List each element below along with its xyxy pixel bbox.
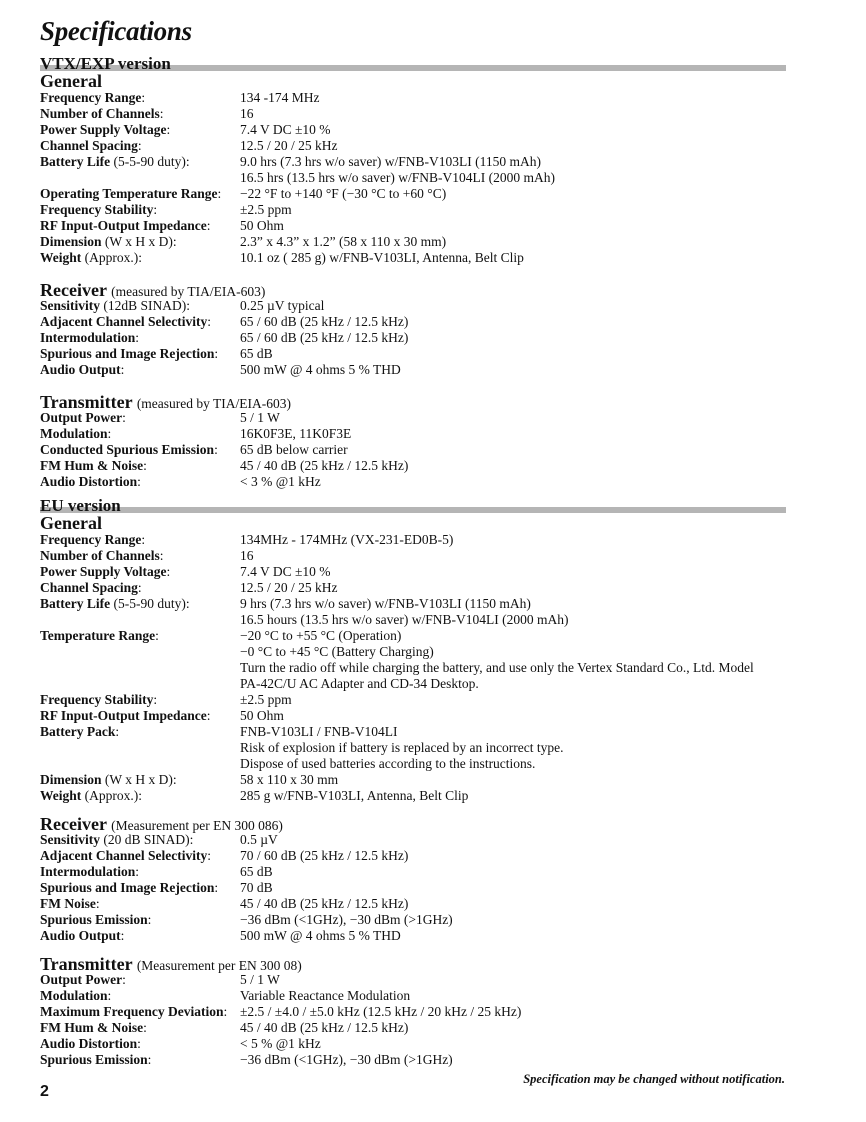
spec-label: Number of Channels: [40, 106, 164, 121]
spec-label: Output Power: [40, 410, 126, 425]
spec-label: Audio Output: [40, 362, 125, 377]
spec-label: Number of Channels: [40, 548, 164, 563]
spec-row [40, 426, 800, 442]
spec-label: Frequency Stability: [40, 692, 158, 707]
spec-row [40, 772, 800, 788]
spec-value: Risk of explosion if battery is replaced by an incorrect type. [240, 740, 564, 755]
spec-value: 70 / 60 dB (25 kHz / 12.5 kHz) [240, 848, 409, 863]
spec-label: Output Power: [40, 972, 126, 987]
spec-row [40, 548, 800, 564]
spec-value: 65 dB below carrier [240, 442, 348, 457]
spec-value: 58 x 110 x 30 mm [240, 772, 339, 787]
spec-row [40, 474, 800, 490]
spec-value: 500 mW @ 4 ohms 5 % THD [240, 928, 401, 943]
spec-value: 16 [240, 106, 254, 121]
spec-value: PA-42C/U AC Adapter and CD-34 Desktop. [240, 676, 479, 691]
spec-row [40, 186, 800, 202]
spec-label: Battery Life (5-5-90 duty): [40, 154, 190, 169]
spec-label: Audio Output: [40, 928, 125, 943]
spec-value: 9.0 hrs (7.3 hrs w/o saver) w/FNB-V103LI (1150 mAh) [240, 154, 541, 169]
spec-row [40, 708, 800, 724]
spec-row [40, 628, 800, 644]
spec-label: Adjacent Channel Selectivity: [40, 848, 211, 863]
spec-label: Adjacent Channel Selectivity: [40, 314, 211, 329]
spec-value: Variable Reactance Modulation [240, 988, 411, 1003]
spec-value: 16 [240, 548, 254, 563]
spec-value: −22 °F to +140 °F (−30 °C to +60 °C) [240, 186, 447, 201]
spec-label: Operating Temperature Range: [40, 186, 222, 201]
spec-value: 5 / 1 W [240, 972, 280, 987]
section-heading-transmitter: Transmitter (Measurement per EN 300 08) [40, 954, 302, 974]
spec-value: 285 g w/FNB-V103LI, Antenna, Belt Clip [240, 788, 469, 803]
spec-row [40, 170, 800, 186]
spec-label: Spurious and Image Rejection: [40, 880, 219, 895]
spec-row [40, 330, 800, 346]
section-heading-general: General [40, 513, 102, 533]
spec-row [40, 880, 800, 896]
spec-row [40, 122, 800, 138]
spec-row [40, 912, 800, 928]
spec-row [40, 1052, 800, 1068]
spec-value: 50 Ohm [240, 218, 284, 233]
spec-row [40, 832, 800, 848]
spec-value: 16K0F3E, 11K0F3E [240, 426, 352, 441]
spec-label: Channel Spacing: [40, 138, 142, 153]
section-heading-receiver: Receiver (measured by TIA/EIA-603) [40, 280, 266, 300]
spec-row [40, 1004, 800, 1020]
section-heading-receiver: Receiver (Measurement per EN 300 086) [40, 814, 283, 834]
spec-row [40, 202, 800, 218]
spec-label: Dimension (W x H x D): [40, 234, 177, 249]
spec-row [40, 1036, 800, 1052]
spec-label: RF Input-Output Impedance: [40, 218, 211, 233]
spec-row [40, 896, 800, 912]
spec-value: 10.1 oz ( 285 g) w/FNB-V103LI, Antenna, Belt Clip [240, 250, 524, 265]
spec-row [40, 596, 800, 612]
spec-value: 134MHz - 174MHz (VX-231-ED0B-5) [240, 532, 454, 547]
spec-label: Frequency Stability: [40, 202, 158, 217]
spec-label: Spurious and Image Rejection: [40, 346, 219, 361]
spec-value: 65 dB [240, 346, 273, 361]
section-heading-general: General [40, 71, 102, 91]
version-label: EU version [40, 496, 121, 515]
spec-row [40, 346, 800, 362]
spec-row [40, 740, 800, 756]
spec-label: Dimension (W x H x D): [40, 772, 177, 787]
spec-row [40, 848, 800, 864]
spec-label: Audio Distortion: [40, 474, 141, 489]
spec-row [40, 612, 800, 628]
spec-label: Spurious Emission: [40, 912, 152, 927]
spec-value: < 3 % @1 kHz [240, 474, 321, 489]
spec-label: Power Supply Voltage: [40, 564, 171, 579]
spec-label: Modulation: [40, 988, 112, 1003]
spec-row [40, 106, 800, 122]
page-title: Specifications [40, 16, 192, 46]
spec-row [40, 564, 800, 580]
spec-row [40, 532, 800, 548]
spec-label: Battery Life (5-5-90 duty): [40, 596, 190, 611]
spec-row [40, 314, 800, 330]
spec-value: −20 °C to +55 °C (Operation) [240, 628, 402, 643]
spec-row [40, 928, 800, 944]
spec-value: 5 / 1 W [240, 410, 280, 425]
spec-value: 70 dB [240, 880, 273, 895]
spec-label: Power Supply Voltage: [40, 122, 171, 137]
spec-value: 0.5 µV [240, 832, 278, 847]
spec-row [40, 410, 800, 426]
spec-row [40, 692, 800, 708]
spec-value: 45 / 40 dB (25 kHz / 12.5 kHz) [240, 1020, 409, 1035]
spec-row [40, 154, 800, 170]
spec-row [40, 756, 800, 772]
spec-value: 50 Ohm [240, 708, 284, 723]
spec-label: Sensitivity (20 dB SINAD): [40, 832, 194, 847]
spec-label: Maximum Frequency Deviation: [40, 1004, 228, 1019]
spec-value: 9 hrs (7.3 hrs w/o saver) w/FNB-V103LI (1150 mAh) [240, 596, 531, 611]
spec-label: Weight (Approx.): [40, 250, 143, 265]
spec-row [40, 864, 800, 880]
spec-row [40, 458, 800, 474]
spec-label: Conducted Spurious Emission: [40, 442, 218, 457]
spec-label: RF Input-Output Impedance: [40, 708, 211, 723]
spec-label: Audio Distortion: [40, 1036, 141, 1051]
spec-label: FM Hum & Noise: [40, 1020, 147, 1035]
spec-value: 16.5 hours (13.5 hrs w/o saver) w/FNB-V104LI (2000 mAh) [240, 612, 569, 627]
spec-value: 45 / 40 dB (25 kHz / 12.5 kHz) [240, 896, 409, 911]
spec-value: 500 mW @ 4 ohms 5 % THD [240, 362, 401, 377]
spec-value: 7.4 V DC ±10 % [240, 122, 331, 137]
spec-label: Frequency Range: [40, 90, 146, 105]
spec-row [40, 644, 800, 660]
spec-label: Temperature Range: [40, 628, 159, 643]
spec-value: 12.5 / 20 / 25 kHz [240, 580, 338, 595]
spec-value: 134 -174 MHz [240, 90, 320, 105]
spec-label: Channel Spacing: [40, 580, 142, 595]
version-header-vtx [40, 54, 786, 74]
spec-row [40, 972, 800, 988]
spec-value: 65 / 60 dB (25 kHz / 12.5 kHz) [240, 330, 409, 345]
spec-value: 7.4 V DC ±10 % [240, 564, 331, 579]
spec-label: Battery Pack: [40, 724, 120, 739]
spec-label: FM Noise: [40, 896, 100, 911]
spec-row [40, 298, 800, 314]
spec-row [40, 138, 800, 154]
spec-value: −36 dBm (<1GHz), −30 dBm (>1GHz) [240, 912, 453, 927]
spec-row [40, 580, 800, 596]
spec-value: −0 °C to +45 °C (Battery Charging) [240, 644, 434, 659]
spec-label: Intermodulation: [40, 864, 140, 879]
spec-value: ±2.5 ppm [240, 692, 292, 707]
spec-row [40, 788, 800, 804]
footnote: Specification may be changed without notification. [523, 1072, 785, 1086]
spec-value: 16.5 hrs (13.5 hrs w/o saver) w/FNB-V104LI (2000 mAh) [240, 170, 555, 185]
spec-value: ±2.5 ppm [240, 202, 292, 217]
spec-label: Frequency Range: [40, 532, 146, 547]
spec-value: 65 / 60 dB (25 kHz / 12.5 kHz) [240, 314, 409, 329]
spec-row [40, 218, 800, 234]
spec-row [40, 676, 800, 692]
spec-row [40, 442, 800, 458]
version-label: VTX/EXP version [40, 54, 171, 73]
spec-value: Turn the radio off while charging the battery, and use only the Vertex Standard Co., Ltd. Model [240, 660, 754, 675]
spec-row [40, 1020, 800, 1036]
spec-label: Weight (Approx.): [40, 788, 143, 803]
spec-row [40, 90, 800, 106]
spec-value: 65 dB [240, 864, 273, 879]
spec-value: ±2.5 / ±4.0 / ±5.0 kHz (12.5 kHz / 20 kHz / 25 kHz) [240, 1004, 522, 1019]
spec-row [40, 660, 800, 676]
spec-label: Sensitivity (12dB SINAD): [40, 298, 191, 313]
spec-row [40, 250, 800, 266]
spec-row [40, 988, 800, 1004]
spec-row [40, 234, 800, 250]
spec-value: 2.3” x 4.3” x 1.2” (58 x 110 x 30 mm) [240, 234, 447, 249]
spec-value: < 5 % @1 kHz [240, 1036, 321, 1051]
version-header-eu [40, 496, 786, 516]
section-heading-transmitter: Transmitter (measured by TIA/EIA-603) [40, 392, 292, 412]
page-number: 2 [40, 1083, 49, 1100]
spec-label: Spurious Emission: [40, 1052, 152, 1067]
spec-value: 12.5 / 20 / 25 kHz [240, 138, 338, 153]
spec-value: 0.25 µV typical [240, 298, 325, 313]
spec-value: Dispose of used batteries according to the instructions. [240, 756, 536, 771]
spec-value: FNB-V103LI / FNB-V104LI [240, 724, 398, 739]
spec-label: Intermodulation: [40, 330, 140, 345]
spec-label: Modulation: [40, 426, 112, 441]
spec-label: FM Hum & Noise: [40, 458, 147, 473]
version-divider [40, 507, 786, 513]
spec-value: 45 / 40 dB (25 kHz / 12.5 kHz) [240, 458, 409, 473]
spec-row [40, 724, 800, 740]
spec-value: −36 dBm (<1GHz), −30 dBm (>1GHz) [240, 1052, 453, 1067]
spec-row [40, 362, 800, 378]
